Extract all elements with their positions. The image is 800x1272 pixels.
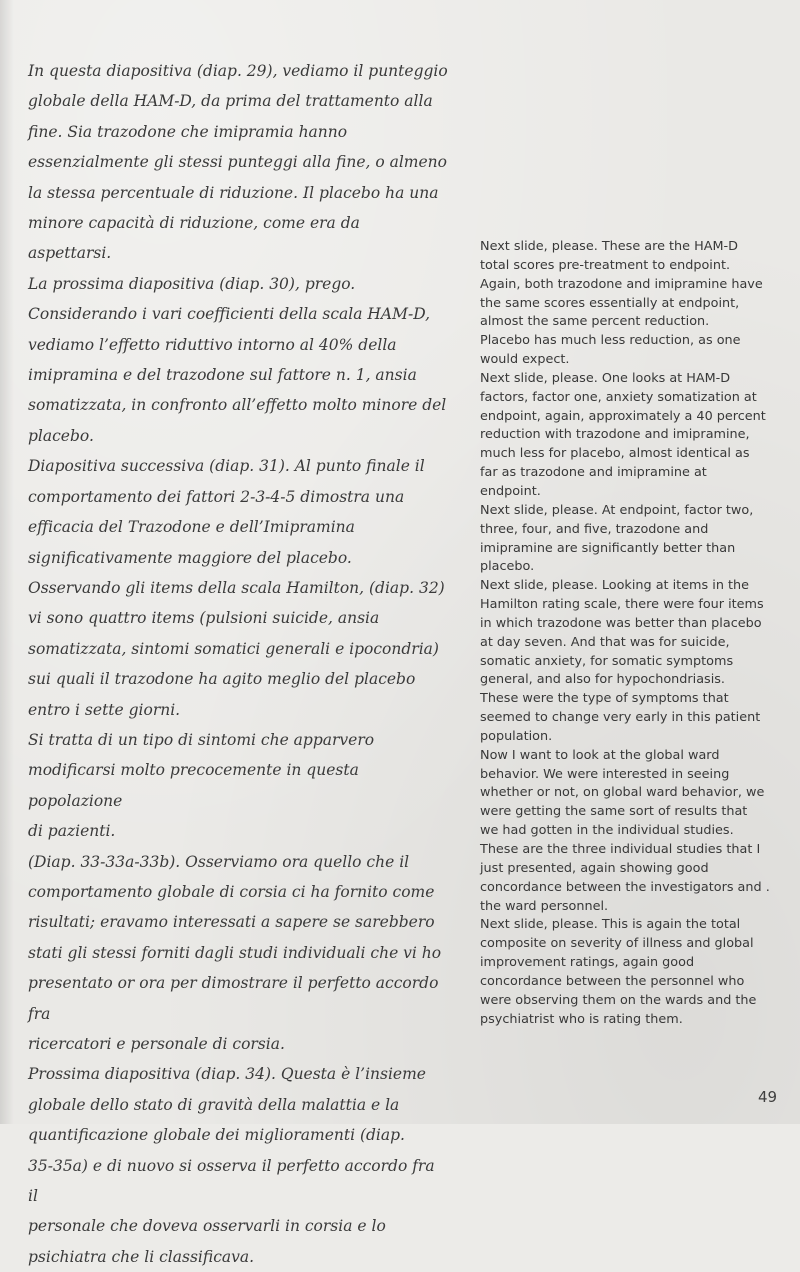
page-edge-shadow — [0, 0, 14, 1124]
english-paragraph: Now I want to look at the global ward behavior. We were interested in seeing whether or not, on global ward behavior, we were getting the same sort of results that we had gotten in the individual studies. These are the three individual studies that I just presented, again showing good concordance between the investigators and . the ward personnel. — [480, 747, 770, 914]
english-transcript-column — [480, 238, 785, 1029]
italian-paragraph: Si tratta di un tipo di sintomi che apparvero modificarsi molto precocemente in questa popolazione di pazienti. — [28, 730, 375, 841]
italian-paragraph: In questa diapositiva (diap. 29), vediamo il punteggio globale della HAM-D, da prima del trattamento alla fine. Sia trazodone che imipramia hanno essenzialmente gli stessi punteggi alla fine, o almeno la stessa percentuale di riduzione. Il placebo ha una minore capacità di riduzione, come era da aspettarsi. — [28, 62, 448, 263]
italian-translation-column — [28, 56, 448, 1272]
english-paragraph: Next slide, please. One looks at HAM-D factors, factor one, anxiety somatization at endpoint, again, approximately a 40 percent reduction with trazodone and imipramine, much less for placebo, almost identical as far as trazodone and imipramine at endpoint. — [480, 370, 766, 499]
english-paragraph: Next slide, please. This is again the total composite on severity of illness and global improvement ratings, again good concordance between the personnel who were observing them on the wards and the psychiatrist who is rating them. — [480, 917, 757, 1027]
english-paragraph: Next slide, please. Looking at items in the Hamilton rating scale, there were four items in which trazodone was better than placebo at day seven. And that was for suicide, somatic anxiety, for somatic symptoms general, and also for hypochondriasis. These were the type of symptoms that seemed to change very early in this patient population. — [480, 578, 764, 744]
italian-paragraph: Prossima diapositiva (diap. 34). Questa è l’insieme globale dello stato di gravità della malattia e la quantificazione globale dei miglioramenti (diap. 35-35a) e di nuovo si osserva il perfetto accordo fra il personale che doveva osservarli in corsia e lo psichiatra che li classificava. — [28, 1065, 435, 1266]
italian-paragraph: Diapositiva successiva (diap. 31). Al punto finale il comportamento dei fattori 2-3-4-5 dimostra una efficacia del Trazodone e dell’Imipramina significativamente maggiore del placebo. — [28, 457, 425, 567]
italian-paragraph: La prossima diapositiva (diap. 30), prego. Considerando i vari coefficienti della scala HAM-D, vediamo l’effetto riduttivo intorno al 40% della imipramina e del trazodone sul fattore n. 1, ansia somatizzata, in confronto all’effetto molto minore del placebo. — [28, 274, 447, 445]
english-paragraph: Next slide, please. At endpoint, factor two, three, four, and five, trazodone and imipramine are significantly better than placebo. — [480, 502, 754, 575]
italian-paragraph: Osservando gli items della scala Hamilton, (diap. 32) vi sono quattro items (pulsioni suicide, ansia somatizzata, sintomi somatici generali e ipocondria) sui quali il trazodone ha agito meglio del placebo entro i sette giorni. — [28, 578, 445, 719]
italian-paragraph: (Diap. 33-33a-33b). Osserviamo ora quello che il comportamento globale di corsia ci ha fornito come risultati; eravamo interessati a sapere se sarebbero stati gli stessi forniti dagli studi individuali che vi ho presentato or ora per dimostrare il perfetto accordo fra ricercatori e personale di corsia. — [28, 852, 442, 1053]
english-paragraph: Next slide, please. These are the HAM-D total scores pre-treatment to endpoint. Again, both trazodone and imipramine have the same scores essentially at endpoint, almost the same percent reduction. Placebo has much less reduction, as one would expect. — [480, 239, 763, 368]
page-number: 49 — [758, 1088, 778, 1106]
